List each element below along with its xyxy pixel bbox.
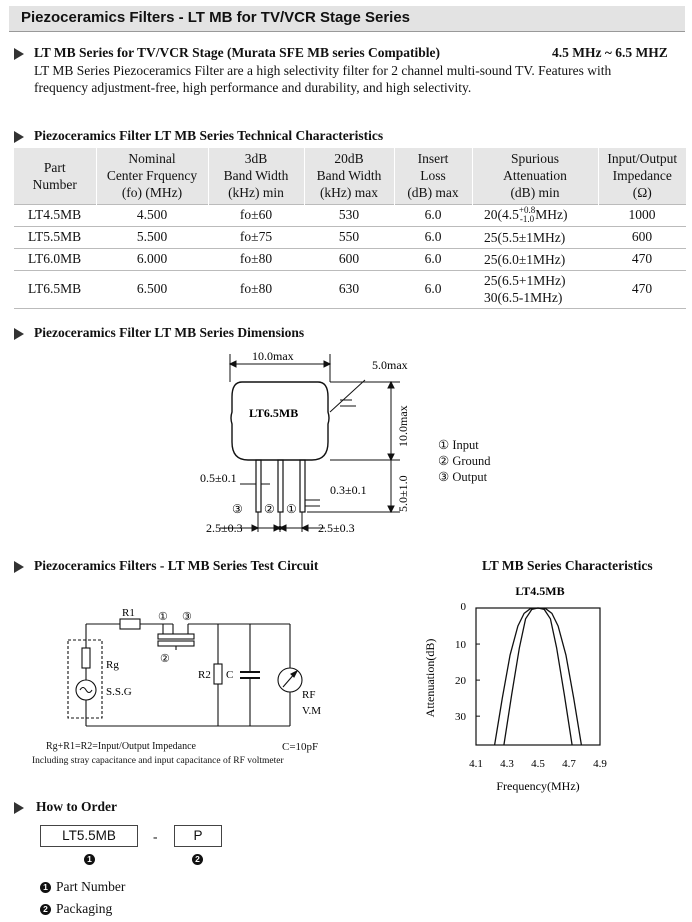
legend-packaging: Packaging [56, 901, 113, 916]
x-tick-label: 4.9 [593, 758, 607, 770]
characteristics-chart [420, 580, 630, 800]
legend-number-1-icon: 1 [40, 882, 51, 893]
cell-loss: 6.0 [394, 226, 472, 248]
cell-fo: 6.500 [96, 270, 208, 308]
pin-3-label: ③ [232, 502, 243, 516]
rg-label: Rg [106, 659, 119, 671]
legend-item: ③ Output [438, 470, 488, 484]
col-header-bw3: 3dB Band Width (kHz) min [208, 148, 304, 204]
col-header-loss: Insert Loss (dB) max [394, 148, 472, 204]
order-number-1-icon: 1 [84, 854, 95, 865]
section-arrow-icon [14, 328, 24, 340]
circuit-note-c: C=10pF [282, 741, 319, 753]
pin-1-label: ① [286, 502, 297, 516]
cell-part: LT5.5MB [14, 226, 96, 248]
pin-legend [438, 437, 491, 485]
cell-part: LT4.5MB [14, 204, 96, 226]
order-packaging-box: P [174, 825, 222, 847]
legend-number-2-icon: 2 [40, 904, 51, 915]
y-tick-label: 20 [455, 675, 466, 688]
cell-bw3: fo±80 [208, 270, 304, 308]
page-title: Piezoceramics Filters - LT MB for TV/VCR Stage Series [21, 9, 411, 26]
legend-part-number: Part Number [56, 879, 126, 894]
circuit-pin3: ③ [182, 611, 192, 623]
section-arrow-icon [14, 131, 24, 143]
y-tick-label: 30 [455, 711, 466, 724]
cell-impedance: 470 [598, 248, 686, 270]
dim-height-label: 10.0max [396, 405, 410, 447]
table-row [14, 226, 686, 248]
table-row [14, 204, 686, 226]
cell-bw3: fo±75 [208, 226, 304, 248]
order-number-2-icon: 2 [192, 854, 203, 865]
cell-spurious: 25(5.5±1MHz) [472, 226, 598, 248]
x-tick-label: 4.7 [562, 758, 576, 770]
char-heading: LT MB Series Characteristics [482, 558, 653, 573]
dim-lead-thickness-label: 0.3±0.1 [330, 483, 367, 497]
col-header-spurious: Spurious Attenuation (dB) min [472, 148, 598, 204]
order-heading: How to Order [36, 799, 117, 814]
plot-frame [476, 608, 600, 745]
cell-impedance: 470 [598, 270, 686, 308]
r2-label: R2 [198, 669, 211, 681]
cell-loss: 6.0 [394, 270, 472, 308]
circuit-note-stray: Including stray capacitance and input capacitance of RF voltmeter [32, 756, 284, 766]
col-header-fo: Nominal Center Frquency (fo) (MHz) [96, 148, 208, 204]
ssg-label: S.S.G [106, 686, 132, 698]
order-dash: - [153, 829, 158, 844]
dim-lead-width-label: 0.5±0.1 [200, 471, 237, 485]
intro-heading: LT MB Series for TV/VCR Stage (Murata SFE MB series Compatible) [34, 45, 440, 60]
body-part-label: LT6.5MB [249, 406, 299, 420]
chart-title: LT4.5MB [515, 584, 565, 598]
cell-loss: 6.0 [394, 204, 472, 226]
circuit-pin1: ① [158, 611, 168, 623]
c-label: C [226, 669, 234, 681]
y-tick-label: 0 [460, 601, 466, 613]
cell-fo: 4.500 [96, 204, 208, 226]
r1-label: R1 [122, 607, 135, 619]
intro-line-1: LT MB Series Piezoceramics Filter are a high selectivity filter for 2 channel multi-sound TV. Features with [34, 63, 612, 78]
col-header-bw20: 20dB Band Width (kHz) max [304, 148, 394, 204]
dims-heading: Piezoceramics Filter LT MB Series Dimensions [34, 325, 305, 340]
table-row [14, 270, 686, 308]
cell-bw20: 530 [304, 204, 394, 226]
x-tick-label: 4.1 [469, 758, 483, 770]
cell-spurious: 25(6.5+1MHz) 30(6.5-1MHz) [472, 270, 598, 308]
cell-loss: 6.0 [394, 248, 472, 270]
cell-spurious: 25(6.0±1MHz) [472, 248, 598, 270]
table-row [14, 248, 686, 270]
cell-spurious: 20(4.5+0.8 -1.0MHz) [472, 204, 598, 226]
col-header-impedance: Input/Output Impedance (Ω) [598, 148, 686, 204]
intro-line-2: frequency adjustment-free, high performance and durability, and high selectivity. [34, 80, 472, 95]
cell-fo: 5.500 [96, 226, 208, 248]
rf-label: RF [302, 689, 316, 701]
chart-ylabel: Attenuation(dB) [423, 638, 437, 718]
vm-label: V.M [302, 705, 322, 717]
dim-thickness-label: 5.0max [372, 358, 408, 372]
cell-bw3: fo±60 [208, 204, 304, 226]
x-tick-label: 4.3 [500, 758, 514, 770]
pitch-right-label: 2.5±0.3 [318, 521, 355, 535]
section-arrow-icon [14, 561, 24, 573]
tech-table-header-row [14, 148, 686, 204]
circuit-pin2: ② [160, 653, 170, 665]
y-tick-label: 10 [455, 639, 466, 652]
cell-bw3: fo±80 [208, 248, 304, 270]
col-header-part: Part Number [14, 148, 96, 204]
cell-part: LT6.5MB [14, 270, 96, 308]
cell-fo: 6.000 [96, 248, 208, 270]
chart-xlabel: Frequency(MHz) [496, 779, 580, 793]
series-line-2 [504, 608, 572, 745]
cell-bw20: 550 [304, 226, 394, 248]
cell-impedance: 600 [598, 226, 686, 248]
circuit-note-impedance: Rg+R1=R2=Input/Output Impedance [46, 741, 196, 752]
section-arrow-icon [14, 802, 24, 814]
tech-heading: Piezoceramics Filter LT MB Series Technical Characteristics [34, 128, 384, 143]
page-title-bar [9, 6, 685, 32]
circuit-heading: Piezoceramics Filters - LT MB Series Test Circuit [34, 558, 319, 573]
legend-item: ① Input [438, 438, 479, 452]
cell-bw20: 600 [304, 248, 394, 270]
pitch-left-label: 2.5±0.3 [206, 521, 243, 535]
pin-2-label: ② [264, 502, 275, 516]
freq-range: 4.5 MHz ~ 6.5 MHZ [552, 45, 668, 60]
cell-impedance: 1000 [598, 204, 686, 226]
cell-bw20: 630 [304, 270, 394, 308]
dim-lead-length-label: 5.0±1.0 [396, 475, 410, 512]
dim-width-label: 10.0max [252, 349, 294, 363]
x-tick-label: 4.5 [531, 758, 545, 770]
cell-part: LT6.0MB [14, 248, 96, 270]
tech-table [14, 148, 686, 309]
legend-item: ② Ground [438, 454, 491, 468]
order-part-box: LT5.5MB [40, 825, 138, 847]
section-arrow-icon [14, 48, 24, 60]
